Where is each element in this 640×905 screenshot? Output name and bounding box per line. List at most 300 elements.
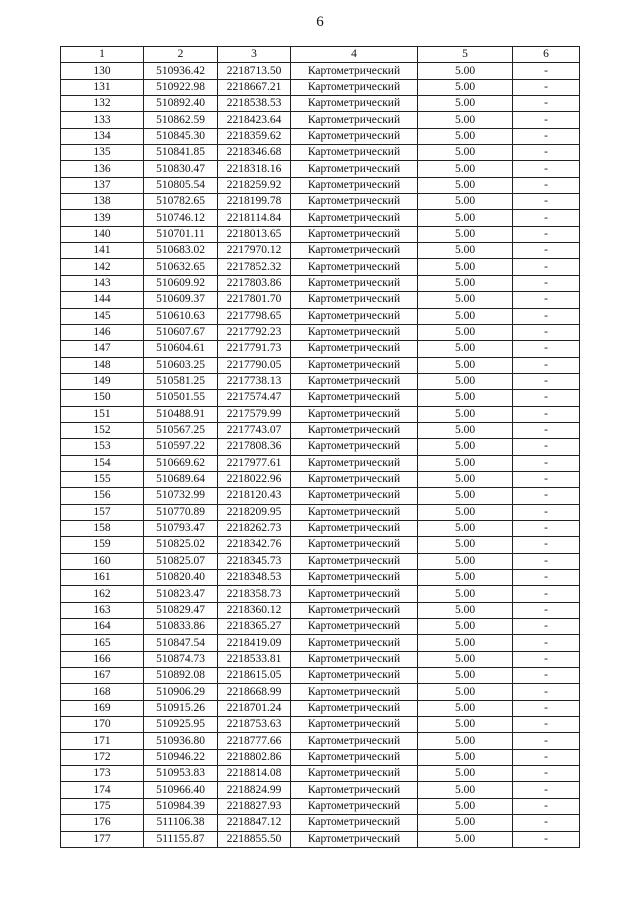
- table-row: [61, 733, 580, 749]
- table-cell: 5.00: [418, 504, 513, 520]
- table-cell: Картометрический: [291, 406, 418, 422]
- table-row: [61, 831, 580, 847]
- table-cell: 171: [61, 733, 144, 749]
- table-cell: 5.00: [418, 602, 513, 618]
- table-row: [61, 145, 580, 161]
- table-cell: 510874.73: [144, 651, 218, 667]
- table-cell: Картометрический: [291, 308, 418, 324]
- table-row: [61, 651, 580, 667]
- table-cell: 151: [61, 406, 144, 422]
- table-cell: -: [513, 357, 580, 373]
- table-cell: 141: [61, 243, 144, 259]
- table-row: [61, 324, 580, 340]
- table-cell: 131: [61, 79, 144, 95]
- table-cell: 5.00: [418, 717, 513, 733]
- table-cell: 5.00: [418, 766, 513, 782]
- table-cell: 5.00: [418, 406, 513, 422]
- table-row: [61, 700, 580, 716]
- table-cell: 5.00: [418, 79, 513, 95]
- table-row: [61, 194, 580, 210]
- table-cell: -: [513, 651, 580, 667]
- table-cell: 148: [61, 357, 144, 373]
- table-cell: 159: [61, 537, 144, 553]
- table-cell: 145: [61, 308, 144, 324]
- table-cell: 510609.37: [144, 292, 218, 308]
- table-cell: -: [513, 488, 580, 504]
- table-cell: Картометрический: [291, 439, 418, 455]
- table-cell: 2218423.64: [218, 112, 291, 128]
- table-cell: 5.00: [418, 373, 513, 389]
- table-cell: -: [513, 406, 580, 422]
- table-cell: 175: [61, 798, 144, 814]
- table-cell: -: [513, 145, 580, 161]
- table-cell: 2218777.66: [218, 733, 291, 749]
- table-cell: 510609.92: [144, 275, 218, 291]
- table-cell: -: [513, 602, 580, 618]
- column-header: 3: [218, 47, 291, 63]
- table-cell: Картометрический: [291, 766, 418, 782]
- table-cell: 2217808.36: [218, 439, 291, 455]
- table-cell: 510984.39: [144, 798, 218, 814]
- table-row: [61, 161, 580, 177]
- table-cell: 5.00: [418, 439, 513, 455]
- table-cell: -: [513, 766, 580, 782]
- table-row: [61, 553, 580, 569]
- table-cell: 5.00: [418, 586, 513, 602]
- table-cell: 511155.87: [144, 831, 218, 847]
- table-cell: 2218814.08: [218, 766, 291, 782]
- table-cell: 5.00: [418, 700, 513, 716]
- table-cell: 137: [61, 177, 144, 193]
- table-cell: 5.00: [418, 210, 513, 226]
- table-cell: 5.00: [418, 390, 513, 406]
- table-cell: -: [513, 373, 580, 389]
- table-cell: 510825.02: [144, 537, 218, 553]
- table-row: [61, 684, 580, 700]
- table-cell: Картометрический: [291, 210, 418, 226]
- table-cell: 510946.22: [144, 749, 218, 765]
- table-cell: -: [513, 635, 580, 651]
- table-cell: 5.00: [418, 308, 513, 324]
- table-cell: Картометрический: [291, 553, 418, 569]
- table-cell: 510683.02: [144, 243, 218, 259]
- table-row: [61, 112, 580, 128]
- table-cell: 510610.63: [144, 308, 218, 324]
- table-row: [61, 406, 580, 422]
- table-cell: 149: [61, 373, 144, 389]
- table-row: [61, 570, 580, 586]
- table-row: [61, 422, 580, 438]
- table-cell: Картометрический: [291, 390, 418, 406]
- table-cell: 157: [61, 504, 144, 520]
- table-cell: 2217574.47: [218, 390, 291, 406]
- table-cell: 5.00: [418, 324, 513, 340]
- table-cell: Картометрический: [291, 226, 418, 242]
- table-cell: 2218713.50: [218, 63, 291, 79]
- table-cell: Картометрический: [291, 357, 418, 373]
- table-cell: 510925.95: [144, 717, 218, 733]
- table-cell: 511106.38: [144, 815, 218, 831]
- table-cell: 5.00: [418, 422, 513, 438]
- table-cell: 2218855.50: [218, 831, 291, 847]
- table-cell: 160: [61, 553, 144, 569]
- table-cell: Картометрический: [291, 292, 418, 308]
- table-cell: 5.00: [418, 831, 513, 847]
- table-cell: -: [513, 537, 580, 553]
- table-cell: 510770.89: [144, 504, 218, 520]
- column-header: 6: [513, 47, 580, 63]
- table-cell: 5.00: [418, 733, 513, 749]
- table-cell: 510833.86: [144, 619, 218, 635]
- table-cell: Картометрический: [291, 324, 418, 340]
- table-cell: 2218824.99: [218, 782, 291, 798]
- table-cell: 5.00: [418, 145, 513, 161]
- table-cell: 2218538.53: [218, 96, 291, 112]
- table-body: [61, 63, 580, 848]
- table-cell: 164: [61, 619, 144, 635]
- table-cell: -: [513, 455, 580, 471]
- table-cell: 173: [61, 766, 144, 782]
- table-cell: 5.00: [418, 194, 513, 210]
- table-cell: 177: [61, 831, 144, 847]
- table-cell: -: [513, 112, 580, 128]
- table-cell: -: [513, 324, 580, 340]
- table-row: [61, 292, 580, 308]
- table-cell: 510567.25: [144, 422, 218, 438]
- table-cell: Картометрический: [291, 471, 418, 487]
- column-header: 4: [291, 47, 418, 63]
- table-cell: -: [513, 717, 580, 733]
- table-cell: 150: [61, 390, 144, 406]
- table-cell: -: [513, 79, 580, 95]
- table-row: [61, 128, 580, 144]
- table-cell: Картометрический: [291, 815, 418, 831]
- table-cell: 510829.47: [144, 602, 218, 618]
- table-cell: 136: [61, 161, 144, 177]
- table-cell: 142: [61, 259, 144, 275]
- table-cell: 2218348.53: [218, 570, 291, 586]
- table-cell: Картометрический: [291, 733, 418, 749]
- table-cell: 2218342.76: [218, 537, 291, 553]
- table-row: [61, 798, 580, 814]
- table-cell: 2218346.68: [218, 145, 291, 161]
- table-cell: 510701.11: [144, 226, 218, 242]
- table-cell: 510603.25: [144, 357, 218, 373]
- table-cell: -: [513, 815, 580, 831]
- table-cell: Картометрический: [291, 717, 418, 733]
- table-cell: 510966.40: [144, 782, 218, 798]
- table-cell: 2218753.63: [218, 717, 291, 733]
- table-row: [61, 520, 580, 536]
- table-cell: Картометрический: [291, 63, 418, 79]
- table-row: [61, 455, 580, 471]
- table-cell: 510746.12: [144, 210, 218, 226]
- table-row: [61, 373, 580, 389]
- table-cell: Картометрический: [291, 635, 418, 651]
- table-cell: 130: [61, 63, 144, 79]
- table-cell: -: [513, 161, 580, 177]
- table-cell: Картометрический: [291, 161, 418, 177]
- table-cell: 2217743.07: [218, 422, 291, 438]
- table-cell: -: [513, 422, 580, 438]
- table-cell: 166: [61, 651, 144, 667]
- table-cell: 5.00: [418, 161, 513, 177]
- table-cell: 510915.26: [144, 700, 218, 716]
- table-cell: 510841.85: [144, 145, 218, 161]
- table-cell: 144: [61, 292, 144, 308]
- table-cell: 5.00: [418, 112, 513, 128]
- table-cell: -: [513, 308, 580, 324]
- column-header: 1: [61, 47, 144, 63]
- table-cell: Картометрический: [291, 684, 418, 700]
- table-cell: -: [513, 259, 580, 275]
- table-cell: 2217970.12: [218, 243, 291, 259]
- table-cell: 2218359.62: [218, 128, 291, 144]
- coordinates-table: [60, 46, 580, 848]
- table-cell: Картометрический: [291, 570, 418, 586]
- table-cell: 5.00: [418, 570, 513, 586]
- table-cell: 510632.65: [144, 259, 218, 275]
- table-cell: 510488.91: [144, 406, 218, 422]
- table-cell: -: [513, 733, 580, 749]
- table-row: [61, 504, 580, 520]
- table-cell: -: [513, 275, 580, 291]
- table-cell: 174: [61, 782, 144, 798]
- table-cell: 2217790.05: [218, 357, 291, 373]
- table-row: [61, 782, 580, 798]
- table-cell: -: [513, 504, 580, 520]
- table-cell: 5.00: [418, 619, 513, 635]
- table-cell: 146: [61, 324, 144, 340]
- table-cell: 170: [61, 717, 144, 733]
- table-cell: 510825.07: [144, 553, 218, 569]
- table-cell: Картометрический: [291, 798, 418, 814]
- page-number: 6: [316, 14, 324, 30]
- table-cell: 2217792.23: [218, 324, 291, 340]
- table-header-row: [61, 47, 580, 63]
- table-cell: -: [513, 341, 580, 357]
- table-cell: 5.00: [418, 471, 513, 487]
- table-cell: 2218022.96: [218, 471, 291, 487]
- table-cell: 2217803.86: [218, 275, 291, 291]
- table-row: [61, 602, 580, 618]
- table-cell: 172: [61, 749, 144, 765]
- table-cell: 510669.62: [144, 455, 218, 471]
- table-cell: 2218827.93: [218, 798, 291, 814]
- table-cell: 2217801.70: [218, 292, 291, 308]
- table-cell: 5.00: [418, 488, 513, 504]
- table-cell: 5.00: [418, 96, 513, 112]
- table-row: [61, 766, 580, 782]
- table-cell: 5.00: [418, 537, 513, 553]
- table-cell: Картометрический: [291, 520, 418, 536]
- table-cell: -: [513, 668, 580, 684]
- table-cell: 5.00: [418, 684, 513, 700]
- table-cell: 5.00: [418, 63, 513, 79]
- table-cell: 2217579.99: [218, 406, 291, 422]
- table-cell: 2217738.13: [218, 373, 291, 389]
- table-cell: -: [513, 390, 580, 406]
- table-cell: Картометрический: [291, 96, 418, 112]
- table-cell: 139: [61, 210, 144, 226]
- table-cell: 2218209.95: [218, 504, 291, 520]
- table-cell: 2218667.21: [218, 79, 291, 95]
- table-cell: -: [513, 243, 580, 259]
- table-cell: 2217977.61: [218, 455, 291, 471]
- table-cell: Картометрический: [291, 128, 418, 144]
- table-cell: 5.00: [418, 520, 513, 536]
- table-cell: Картометрический: [291, 145, 418, 161]
- table-cell: 2218365.27: [218, 619, 291, 635]
- table-row: [61, 471, 580, 487]
- table-row: [61, 537, 580, 553]
- table-cell: 132: [61, 96, 144, 112]
- table-cell: -: [513, 439, 580, 455]
- table-cell: 2218701.24: [218, 700, 291, 716]
- table-cell: 5.00: [418, 177, 513, 193]
- table-cell: 154: [61, 455, 144, 471]
- table-cell: Картометрический: [291, 79, 418, 95]
- table-cell: 510793.47: [144, 520, 218, 536]
- table-row: [61, 815, 580, 831]
- table-row: [61, 96, 580, 112]
- table-row: [61, 717, 580, 733]
- table-cell: 5.00: [418, 341, 513, 357]
- table-cell: Картометрический: [291, 504, 418, 520]
- table-row: [61, 259, 580, 275]
- table-cell: 153: [61, 439, 144, 455]
- table-cell: 167: [61, 668, 144, 684]
- table-cell: -: [513, 782, 580, 798]
- table-cell: 510847.54: [144, 635, 218, 651]
- table-row: [61, 619, 580, 635]
- table-cell: 2218847.12: [218, 815, 291, 831]
- table-cell: Картометрический: [291, 537, 418, 553]
- table-cell: Картометрический: [291, 194, 418, 210]
- table-cell: Картометрический: [291, 668, 418, 684]
- table-cell: 5.00: [418, 749, 513, 765]
- table-cell: 163: [61, 602, 144, 618]
- table-cell: 5.00: [418, 651, 513, 667]
- table-cell: 135: [61, 145, 144, 161]
- table-cell: 510936.80: [144, 733, 218, 749]
- table-cell: 5.00: [418, 815, 513, 831]
- table-row: [61, 439, 580, 455]
- table-cell: 155: [61, 471, 144, 487]
- table-cell: -: [513, 96, 580, 112]
- table-cell: 510820.40: [144, 570, 218, 586]
- table-cell: -: [513, 177, 580, 193]
- table-cell: Картометрический: [291, 602, 418, 618]
- table-cell: 2218419.09: [218, 635, 291, 651]
- table-cell: 156: [61, 488, 144, 504]
- table-cell: 169: [61, 700, 144, 716]
- table-cell: 2217798.65: [218, 308, 291, 324]
- table-cell: 2218533.81: [218, 651, 291, 667]
- table-cell: -: [513, 749, 580, 765]
- table-cell: 510782.65: [144, 194, 218, 210]
- table-cell: 165: [61, 635, 144, 651]
- table-cell: -: [513, 798, 580, 814]
- table-cell: -: [513, 226, 580, 242]
- table-cell: -: [513, 684, 580, 700]
- table-row: [61, 79, 580, 95]
- table-cell: 5.00: [418, 782, 513, 798]
- table-cell: Картометрический: [291, 177, 418, 193]
- table-cell: Картометрический: [291, 831, 418, 847]
- column-header: 5: [418, 47, 513, 63]
- table-cell: 510845.30: [144, 128, 218, 144]
- table-cell: 510922.98: [144, 79, 218, 95]
- table-row: [61, 226, 580, 242]
- table-cell: 5.00: [418, 455, 513, 471]
- table-cell: -: [513, 831, 580, 847]
- table-row: [61, 63, 580, 79]
- table-cell: -: [513, 586, 580, 602]
- table-cell: 510732.99: [144, 488, 218, 504]
- table-cell: 510830.47: [144, 161, 218, 177]
- table-cell: 2218345.73: [218, 553, 291, 569]
- table-cell: 2218360.12: [218, 602, 291, 618]
- table-cell: 147: [61, 341, 144, 357]
- table-cell: 138: [61, 194, 144, 210]
- table-cell: 5.00: [418, 128, 513, 144]
- table-cell: -: [513, 292, 580, 308]
- table-row: [61, 177, 580, 193]
- table-row: [61, 635, 580, 651]
- table-row: [61, 668, 580, 684]
- table-cell: 2218013.65: [218, 226, 291, 242]
- table-cell: 176: [61, 815, 144, 831]
- table-cell: Картометрический: [291, 651, 418, 667]
- table-cell: -: [513, 63, 580, 79]
- table-cell: Картометрический: [291, 586, 418, 602]
- table-cell: 5.00: [418, 243, 513, 259]
- table-cell: Картометрический: [291, 112, 418, 128]
- table-cell: 510501.55: [144, 390, 218, 406]
- table-cell: 2217791.73: [218, 341, 291, 357]
- table-cell: -: [513, 700, 580, 716]
- table-cell: 5.00: [418, 226, 513, 242]
- column-header: 2: [144, 47, 218, 63]
- table-cell: 168: [61, 684, 144, 700]
- table-cell: Картометрический: [291, 488, 418, 504]
- table-row: [61, 749, 580, 765]
- table-cell: 143: [61, 275, 144, 291]
- table-cell: 510689.64: [144, 471, 218, 487]
- table-cell: 5.00: [418, 635, 513, 651]
- table-cell: 5.00: [418, 668, 513, 684]
- table-cell: 510953.83: [144, 766, 218, 782]
- table-cell: 510597.22: [144, 439, 218, 455]
- table-cell: 2218318.16: [218, 161, 291, 177]
- table-cell: 158: [61, 520, 144, 536]
- table-cell: 510805.54: [144, 177, 218, 193]
- table-cell: 2218615.05: [218, 668, 291, 684]
- table-cell: 510906.29: [144, 684, 218, 700]
- table-row: [61, 210, 580, 226]
- table-cell: -: [513, 194, 580, 210]
- table-cell: Картометрический: [291, 259, 418, 275]
- table-cell: 510823.47: [144, 586, 218, 602]
- table-row: [61, 308, 580, 324]
- table-cell: -: [513, 619, 580, 635]
- table-cell: -: [513, 553, 580, 569]
- table-cell: 140: [61, 226, 144, 242]
- table-cell: Картометрический: [291, 243, 418, 259]
- table-cell: Картометрический: [291, 455, 418, 471]
- table-cell: 510607.67: [144, 324, 218, 340]
